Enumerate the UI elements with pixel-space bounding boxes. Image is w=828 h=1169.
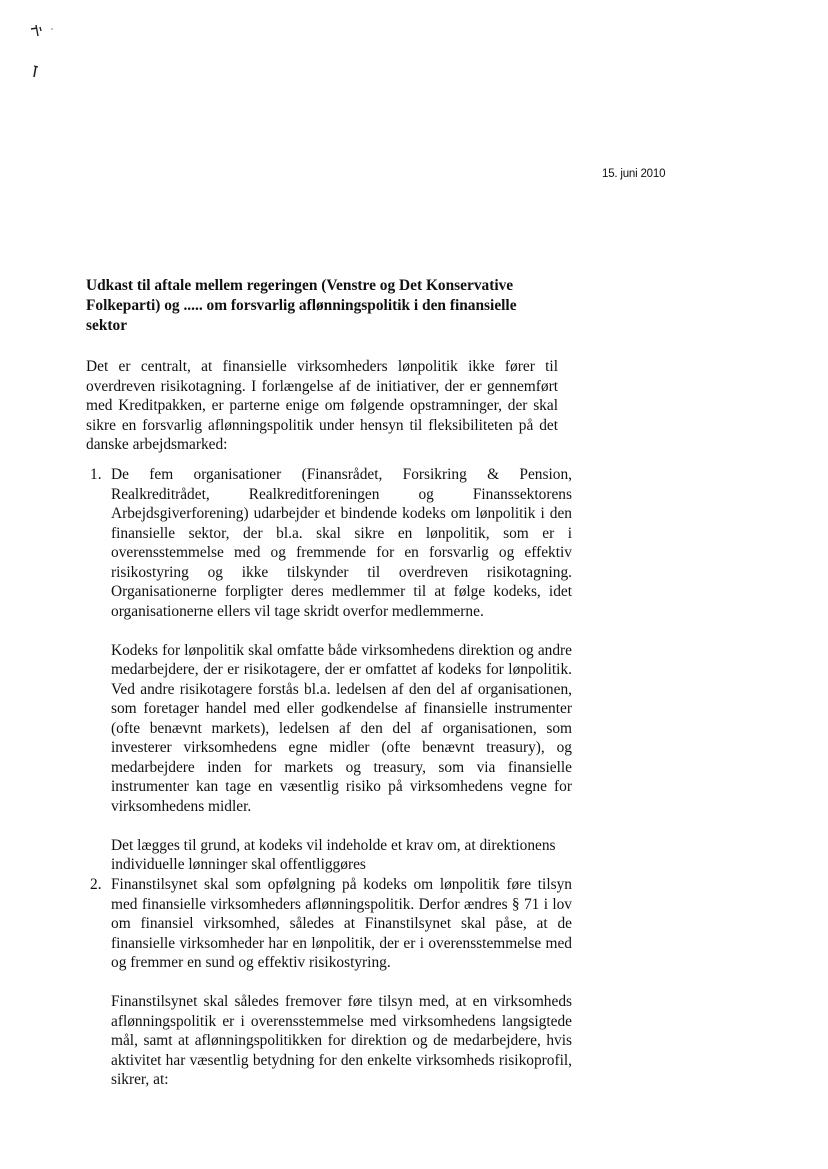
list-item-2 <box>86 875 572 1109</box>
document-date: 15. juni 2010 <box>602 168 666 180</box>
list-item-1 <box>86 465 572 894</box>
list-item-paragraph: Det lægges til grund, at kodeks vil indeholde et krav om, at direktionens individuelle lønninger skal offentliggøres <box>111 836 556 873</box>
list-item-body <box>111 465 572 875</box>
list-item-number: 1. <box>90 466 102 483</box>
list-item-paragraph: De fem organisationer (Finansrådet, Forsikring & Pension, Realkreditrådet, Realkreditforeningen og Finanssektorens Arbejdsgiverforening) udarbejder et bindende kodeks om lønpolitik i den finansielle sektor, der bl.a. skal sikre en lønpolitik, som er i overensstemmelse med og fremmende for en forsvarlig og effektiv risikostyring og ikke tilskynder til overdreven risikotagning. Organisationerne forpligter deres medlemmer til at følge kodeks, idet organisationerne ellers vil tage skridt overfor medlemmerne. <box>111 466 572 620</box>
list-item-paragraph: Finanstilsynet skal således fremover føre tilsyn med, at en virksomheds aflønningspolitik er i overensstemmelse med virksomhedens langsigtede mål, samt at aflønningspolitikken for direktion og de medarbejdere, hvis aktivitet har væsentlig betydning for den enkelte virksomheds risikoprofil, sikrer, at: <box>111 993 572 1088</box>
scan-artifact-marks <box>0 0 90 90</box>
list-item-number: 2. <box>90 876 102 893</box>
list-item-body <box>111 875 572 1090</box>
list-item-paragraph: Finanstilsynet skal som opfølgning på kodeks om lønpolitik føre tilsyn med finansielle virksomheders aflønningspolitik. Derfor ændres § 71 i lov om finansiel virksomhed, således at Finanstilsynet skal påse, at de finansielle virksomheder har en lønpolitik, der er i overensstemmelse med og fremmer en sund og effektiv risikostyring. <box>111 876 572 971</box>
document-title: Udkast til aftale mellem regeringen (Venstre og Det Konservative Folkeparti) og ..... om forsvarlig aflønningspolitik i den finansielle sektor <box>86 277 517 334</box>
list-item-paragraph: Kodeks for lønpolitik skal omfatte både virksomhedens direktion og andre medarbejdere, der er risikotagere, der er omfattet af kodeks for lønpolitik. Ved andre risikotagere forstås bl.a. ledelsen af den del af organisationen, som foretager handel med eller godkendelse af finansielle instrumenter (ofte benævnt markets), ledelsen af den del af organisationen, som investerer virksomhedens egne midler (ofte benævnt treasury), og medarbejdere inden for markets og treasury, som via finansielle instrumenter kan tage en væsentlig risiko på virksomhedens vegne for virksomhedens midler. <box>111 641 572 815</box>
intro-paragraph: Det er centralt, at finansielle virksomheders lønpolitik ikke fører til overdreven risikotagning. I forlængelse af de initiativer, der er gennemført med Kreditpakken, er parterne enige om følgende opstramninger, der skal sikre en forsvarlig aflønningspolitik under hensyn til fleksibiliteten på det danske arbejdsmarked: <box>86 358 558 453</box>
